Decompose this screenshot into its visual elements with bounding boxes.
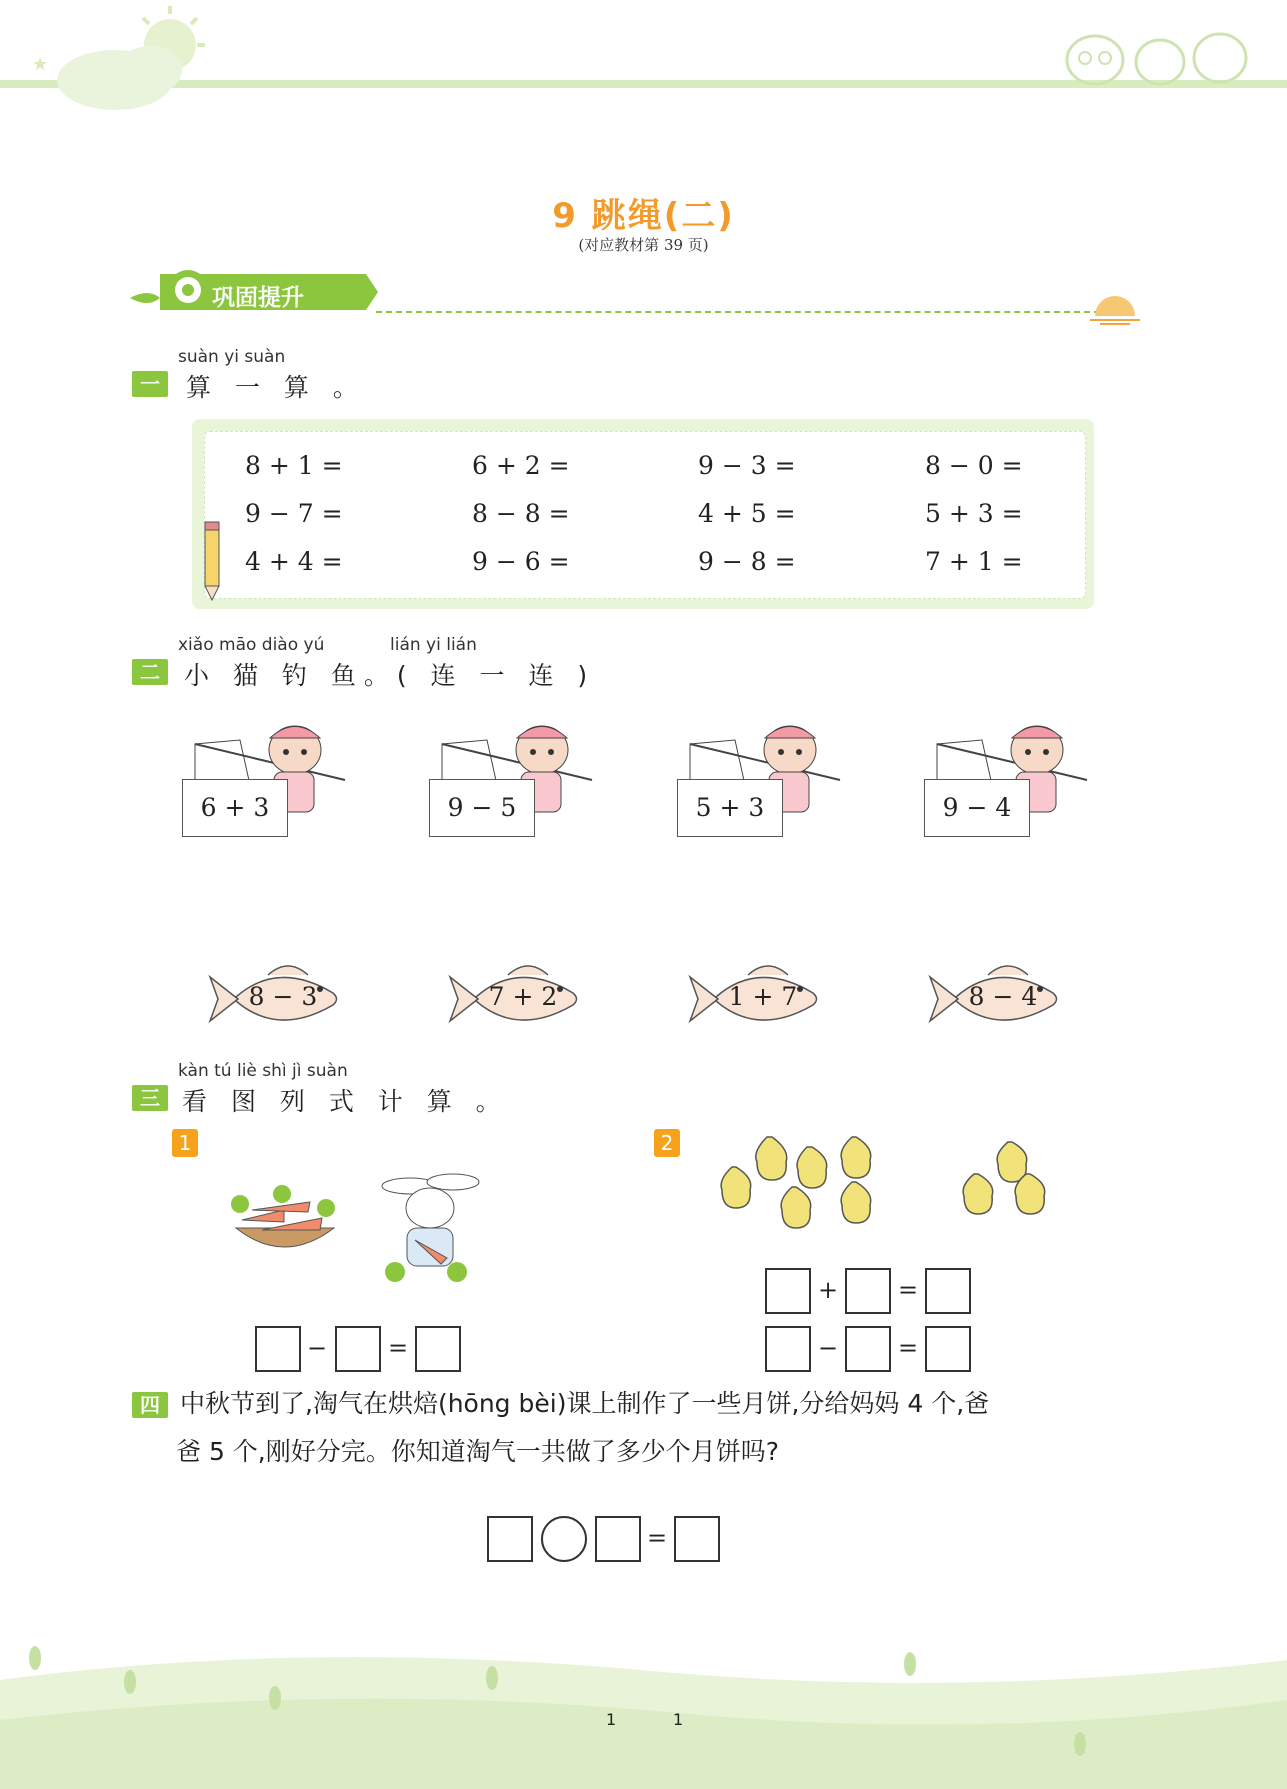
answer-box[interactable] [595, 1516, 641, 1562]
banner-label: 巩固提升 [212, 285, 304, 311]
calc-r2-c4: 5 + 3 = [925, 499, 1023, 528]
pencil-icon [198, 520, 228, 602]
calc-r1-c3: 9 − 3 = [698, 451, 796, 480]
answer-box[interactable] [765, 1326, 811, 1372]
section1-badge: 一 [132, 371, 168, 397]
section3-badge: 三 [132, 1085, 168, 1111]
calc-r3-c2: 9 − 6 = [472, 547, 570, 576]
calc-r2-c1: 9 − 7 = [245, 499, 343, 528]
svg-text:★: ★ [32, 54, 49, 75]
cloud-sun-decoration [20, 0, 210, 110]
answer-box[interactable] [845, 1268, 891, 1314]
calc-r1-c2: 6 + 2 = [472, 451, 570, 480]
equals-sign: = [897, 1276, 919, 1304]
section4-line2: 爸 5 个,刚好分完。你知道淘气一共做了多少个月饼吗? [176, 1437, 780, 1466]
carrot-basket-illustration [222, 1180, 347, 1260]
calc-r3-c4: 7 + 1 = [925, 547, 1023, 576]
section2-pinyin-b: lián yi lián [390, 635, 477, 655]
answer-box[interactable] [415, 1326, 461, 1372]
pears-illustration [712, 1122, 1052, 1242]
item-number: 1 [172, 1129, 198, 1157]
fish-expression[interactable]: 8 − 3 [248, 982, 318, 1011]
section3-pinyin: kàn tú liè shì jì suàn [178, 1061, 348, 1081]
calc-r2-c3: 4 + 5 = [698, 499, 796, 528]
answer-box[interactable] [765, 1268, 811, 1314]
section1-pinyin: suàn yi suàn [178, 347, 286, 367]
section1-title: 算 一 算 。 [186, 373, 366, 402]
cat-expression-box[interactable]: 9 − 5 [429, 779, 535, 837]
answer-box[interactable] [925, 1268, 971, 1314]
page-number-left: 1 [606, 1710, 617, 1729]
section3-title: 看 图 列 式 计 算 。 [182, 1087, 509, 1116]
fish-expression[interactable]: 7 + 2 [488, 982, 558, 1011]
minus-sign: − [306, 1334, 328, 1362]
page-subtitle: (对应教材第 39 页) [578, 236, 709, 254]
cat-expression-box[interactable]: 9 − 4 [924, 779, 1030, 837]
fish-expression[interactable]: 8 − 4 [968, 982, 1038, 1011]
fish-expression[interactable]: 1 + 7 [728, 982, 798, 1011]
answer-box[interactable] [925, 1326, 971, 1372]
section2-badge: 二 [132, 659, 168, 685]
hills-decoration [0, 1640, 1287, 1789]
answer-box[interactable] [487, 1516, 533, 1562]
section2-pinyin-a: xiǎo māo diào yú [178, 635, 325, 655]
section4-badge: 四 [132, 1392, 168, 1418]
answer-box[interactable] [335, 1326, 381, 1372]
equals-sign: = [387, 1334, 409, 1362]
item-number: 2 [654, 1129, 680, 1157]
plus-sign: + [817, 1276, 839, 1304]
calc-r1-c4: 8 − 0 = [925, 451, 1023, 480]
cat-expression-box[interactable]: 5 + 3 [677, 779, 783, 837]
answer-box[interactable] [255, 1326, 301, 1372]
answer-box[interactable] [845, 1326, 891, 1372]
animal-heads-decoration [1055, 20, 1255, 90]
page-title: 9 跳绳(二) [552, 196, 735, 236]
rabbit-illustration [375, 1168, 485, 1288]
section2-title: 小 猫 钓 鱼。( 连 一 连 ) [184, 661, 596, 690]
sunrise-icon [1090, 290, 1140, 326]
calc-r3-c1: 4 + 4 = [245, 547, 343, 576]
banner-dashed-line [376, 311, 1100, 313]
operator-circle[interactable] [541, 1516, 587, 1562]
minus-sign: − [817, 1334, 839, 1362]
equals-sign: = [897, 1334, 919, 1362]
section4-line1: 中秋节到了,淘气在烘焙(hōng bèi)课上制作了一些月饼,分给妈妈 4 个,爸 [180, 1389, 990, 1418]
equals-sign: = [646, 1524, 668, 1552]
cat-expression-box[interactable]: 6 + 3 [182, 779, 288, 837]
answer-box[interactable] [674, 1516, 720, 1562]
calc-r1-c1: 8 + 1 = [245, 451, 343, 480]
page-number-right: 1 [673, 1710, 684, 1729]
calc-r2-c2: 8 − 8 = [472, 499, 570, 528]
calc-r3-c3: 9 − 8 = [698, 547, 796, 576]
